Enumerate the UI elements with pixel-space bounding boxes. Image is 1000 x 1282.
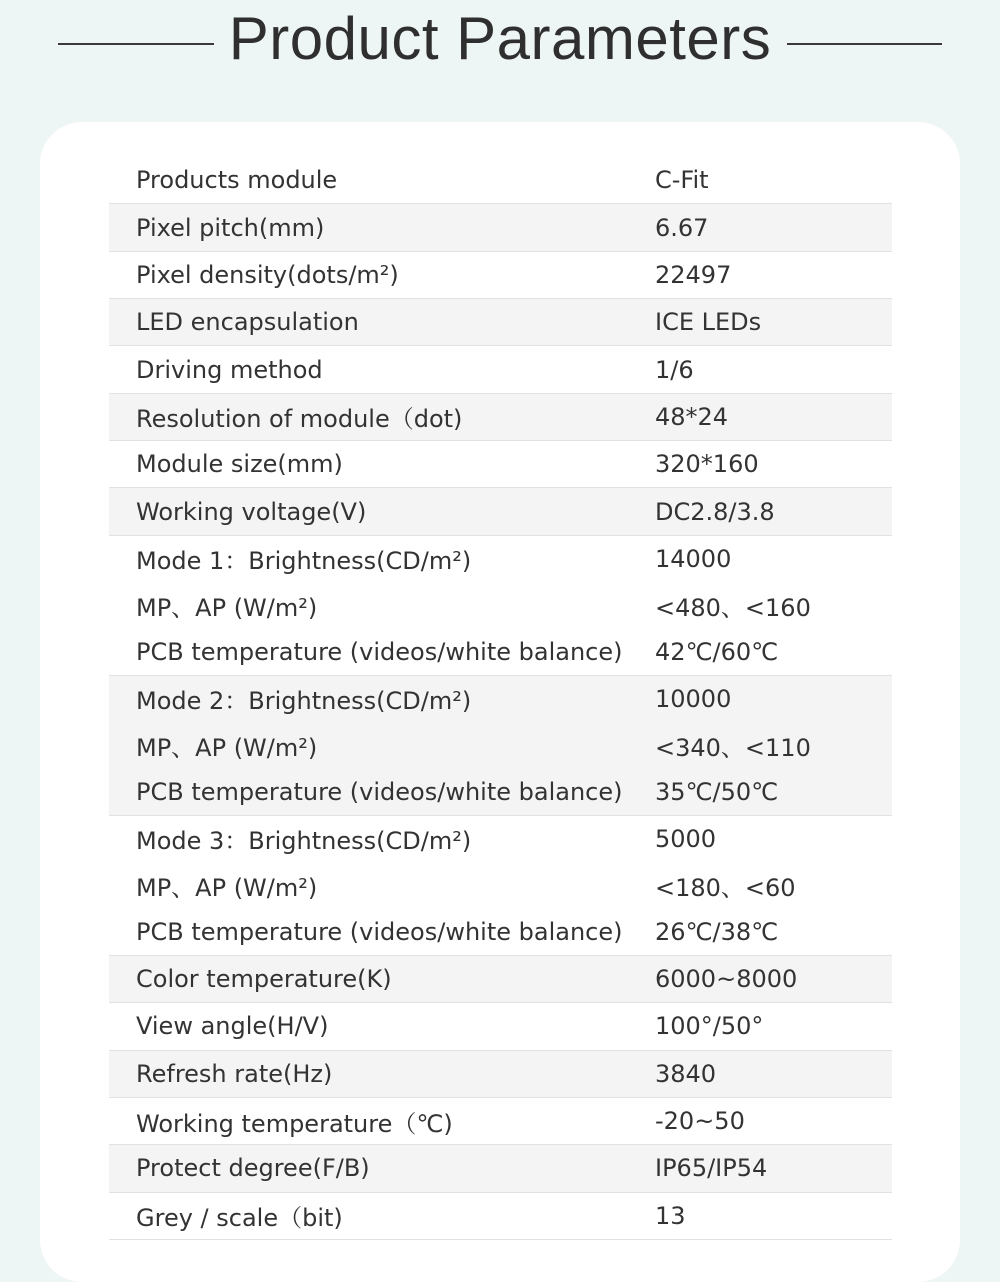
param-value: IP65/IP54 [655,1154,768,1183]
table-row [109,956,892,1002]
table-row-group [109,394,892,441]
table-row [109,299,892,345]
table-row [109,1003,892,1049]
param-name: Pixel density(dots/m²) [136,260,399,289]
table-row-group [109,1145,892,1192]
param-name: PCB temperature (videos/white balance) [136,637,623,666]
mode-3-group [109,816,892,956]
param-value: 26℃/38℃ [655,917,779,946]
mode-1-group [109,536,892,676]
table-row-group [109,157,892,204]
param-name: PCB temperature (videos/white balance) [136,917,623,946]
table-row [109,582,892,628]
param-value: 5000 [655,824,717,853]
param-value: 22497 [655,260,732,289]
param-name: LED encapsulation [136,308,359,337]
param-name: Mode 1：Brightness(CD/m²) [136,547,472,576]
table-row [109,204,892,250]
param-value: 13 [655,1201,686,1230]
table-row [109,1051,892,1097]
param-name: Mode 2：Brightness(CD/m²) [136,687,472,716]
param-value: 6.67 [655,213,709,242]
param-name: MP、AP (W/m²) [136,733,318,762]
param-name: Resolution of module（dot) [136,405,463,434]
table-row-group [109,299,892,346]
table-row [109,1193,892,1239]
table-row-group [109,1193,892,1240]
param-name: Products module [136,166,338,195]
param-name: Module size(mm) [136,450,343,479]
table-row-group [109,204,892,251]
table-row [109,816,892,862]
param-value: 320*160 [655,450,759,479]
table-row [109,394,892,440]
table-row-group [109,441,892,488]
param-value: 3840 [655,1059,717,1088]
page-title: Product Parameters [228,5,772,72]
param-value: 100°/50° [655,1012,764,1041]
table-row [109,768,892,814]
param-name: PCB temperature (videos/white balance) [136,777,623,806]
param-value: 48*24 [655,402,729,431]
param-value: 6000~8000 [655,965,798,994]
param-value: -20~50 [655,1107,745,1136]
param-value: <340、<110 [655,733,811,762]
table-row [109,536,892,582]
param-value: <180、<60 [655,873,796,902]
param-value: 10000 [655,684,732,713]
table-row [109,157,892,203]
table-row-group [109,1003,892,1050]
table-row-group [109,252,892,299]
param-value: <480、<160 [655,593,811,622]
param-value: DC2.8/3.8 [655,497,775,526]
table-row [109,1145,892,1191]
page-header [0,0,1000,90]
param-name: Pixel pitch(mm) [136,213,325,242]
param-name: Driving method [136,355,323,384]
param-name: Protect degree(F/B) [136,1154,370,1183]
table-row [109,441,892,487]
parameters-table [109,157,892,1240]
table-row-group [109,346,892,393]
table-row [109,252,892,298]
table-row-group [109,488,892,535]
param-value: 1/6 [655,355,694,384]
table-row [109,488,892,534]
param-name: Mode 3：Brightness(CD/m²) [136,827,472,856]
table-row [109,862,892,908]
param-name: Grey / scale（bit) [136,1204,343,1233]
table-row [109,722,892,768]
param-name: Refresh rate(Hz) [136,1059,333,1088]
table-row [109,676,892,722]
param-name: Working voltage(V) [136,497,367,526]
param-name: Working temperature（℃) [136,1109,453,1138]
table-row [109,346,892,392]
param-value: 42℃/60℃ [655,637,779,666]
table-row-group [109,1098,892,1145]
param-name: Color temperature(K) [136,965,392,994]
param-value: 35℃/50℃ [655,777,779,806]
param-value: ICE LEDs [655,308,762,337]
title-rule-right [787,43,942,45]
param-value: 14000 [655,544,732,573]
param-name: MP、AP (W/m²) [136,593,318,622]
table-row [109,1098,892,1144]
param-value: C-Fit [655,166,709,195]
mode-2-group [109,676,892,816]
param-name: View angle(H/V) [136,1012,329,1041]
param-name: MP、AP (W/m²) [136,873,318,902]
table-row-group [109,1051,892,1098]
table-row [109,909,892,955]
table-row [109,628,892,674]
table-row-group [109,956,892,1003]
